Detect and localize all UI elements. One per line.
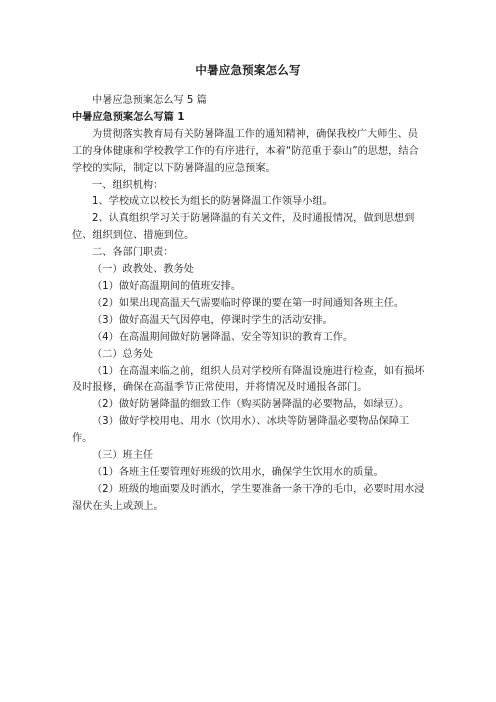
body-paragraph: 二、各部门职责： [92,247,174,259]
document-title: 中暑应急预案怎么写 [195,63,301,77]
body-paragraph: （2）如果出现高温天气需要临时停课的要在第一时间通知各班主任。 [92,297,405,309]
body-paragraph: （1）做好高温期间的值班安排。 [92,280,242,292]
body-paragraph: （一）政教处、教务处 [92,264,194,276]
body-paragraph: （2）做好防暑降温的细致工作（购买防暑降温的必要物品，如绿豆）。 [92,399,410,411]
body-paragraph: 为贯彻落实教育局有关防暑降温工作的通知精神，确保我校广大师生、员工的身体健康和学校教学工作的有序进行，本着“防范重于泰山”的思想，结合学校的实际，制定以下防暑降温的应急预案。 [72,128,419,174]
body-paragraph: （1）各班主任要管理好班级的饮用水，确保学生饮用水的质量。 [92,466,384,478]
body-paragraph: （1）在高温来临之前，组织人员对学校所有降温设施进行检查，如有损坏及时报修，确保在高温季节正常使用，并将情况及时通报各部门。 [72,365,425,394]
body-paragraph: （三）班主任 [92,450,154,462]
subtitle-paragraph: 中暑应急预案怎么写 5 篇 [92,95,207,106]
body-paragraph: （3）做好学校用电、用水（饮用水）、冰块等防暑降温必要物品保障工作。 [72,416,410,445]
body-paragraph: 1、学校成立以校长为组长的防暑降温工作领导小组。 [92,196,333,208]
body-paragraph: （3）做好高温天气因停电，停课时学生的活动安排。 [92,314,333,326]
document-body [72,93,426,516]
body-paragraph: 2、认真组织学习关于防暑降温的有关文件，及时通报情况，做到思想到位、组织到位、措施到位。 [72,213,415,242]
body-paragraph: （二）总务处 [92,348,154,360]
body-paragraph: 一、组织机构： [92,179,164,191]
section-heading: 中暑应急预案怎么写篇 1 [72,111,185,123]
body-paragraph: （4）在高温期间做好防暑降温、安全等知识的教育工作。 [92,331,354,343]
body-paragraph: （2）班级的地面要及时洒水，学生要准备一条干净的毛巾，必要时用水浸湿伏在头上或颈上。 [72,483,425,512]
